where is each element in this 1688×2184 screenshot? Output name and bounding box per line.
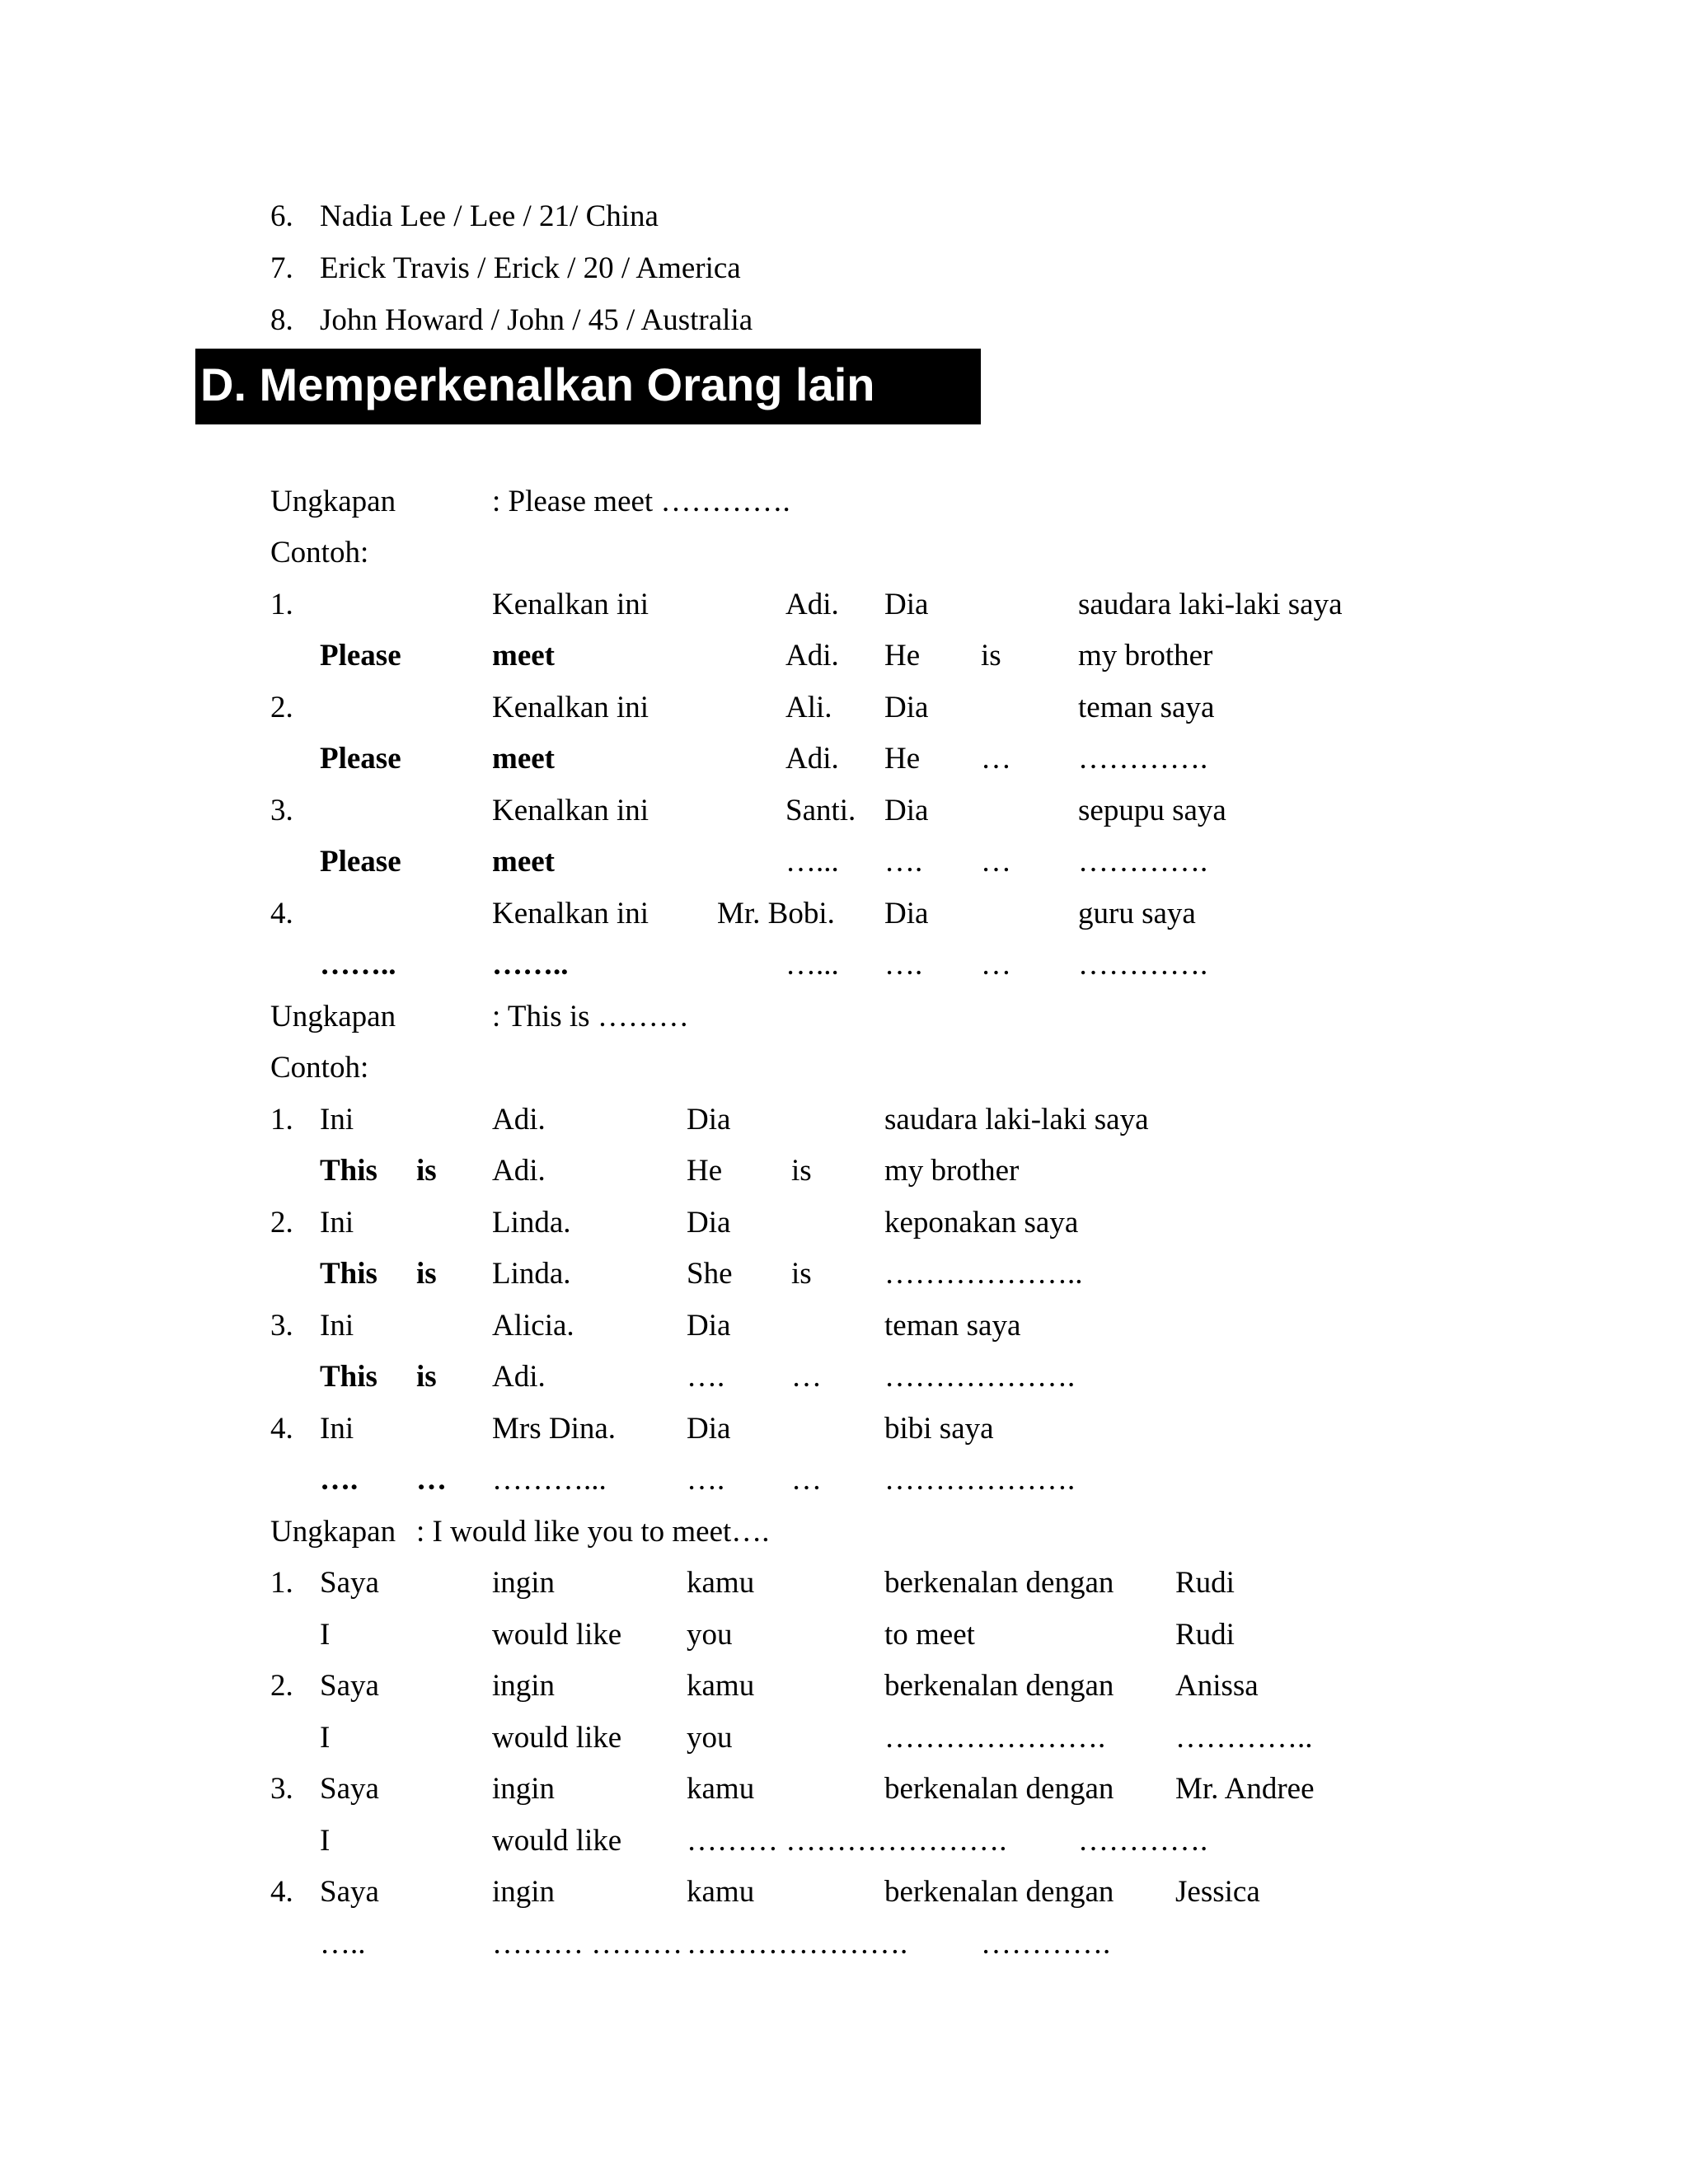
- cell-relation-blank: ………….: [1078, 845, 1208, 879]
- cell-object: you: [687, 1721, 733, 1755]
- cell-verb: ingin: [492, 1669, 556, 1703]
- row-number: 2.: [270, 1206, 293, 1240]
- cell-name-blank: …………..: [1175, 1721, 1313, 1755]
- cell-verb-blank: …: [791, 1360, 822, 1394]
- list-number: 7.: [270, 251, 293, 285]
- cell-relation-blank: ……………….: [884, 1360, 1076, 1394]
- cell-verb: would like: [492, 1618, 622, 1652]
- list-number: 8.: [270, 303, 293, 337]
- cell-this: This: [320, 1360, 377, 1394]
- list-number: 6.: [270, 199, 293, 233]
- cell-phrase: to meet: [884, 1618, 975, 1652]
- row-number: 3.: [270, 794, 293, 827]
- cell-relation: saudara laki-laki saya: [884, 1103, 1149, 1137]
- row-number: 2.: [270, 1669, 293, 1703]
- cell-verb-blank: …: [791, 1463, 822, 1497]
- cell-please: Please: [320, 742, 401, 776]
- cell-subject: Saya: [320, 1772, 379, 1806]
- cell-object: kamu: [687, 1669, 755, 1703]
- cell-meet: meet: [492, 742, 555, 776]
- row-number: 3.: [270, 1309, 293, 1343]
- cell-ini: Ini: [320, 1309, 354, 1343]
- cell-pronoun-blank: ….: [884, 948, 923, 982]
- section-heading-bar: [195, 349, 981, 424]
- row-number: 1.: [270, 588, 293, 621]
- cell-phrase: berkenalan dengan: [884, 1875, 1114, 1909]
- row-number: 4.: [270, 897, 293, 930]
- cell-relation-blank: ………….: [1078, 948, 1208, 982]
- cell-phrase: Kenalkan ini: [492, 691, 649, 724]
- list-item: Nadia Lee / Lee / 21/ China: [320, 199, 659, 233]
- cell-name: Anissa: [1175, 1669, 1259, 1703]
- contoh-label: Contoh:: [270, 536, 369, 569]
- cell-relation-blank: ………………..: [884, 1257, 1083, 1291]
- row-number: 1.: [270, 1103, 293, 1137]
- cell-name: Adi.: [785, 639, 839, 673]
- cell-pronoun: He: [687, 1154, 723, 1188]
- cell-object-blank: ………………….: [687, 1927, 908, 1961]
- cell-please-blank: ……..: [320, 948, 396, 982]
- cell-pronoun: He: [884, 639, 921, 673]
- cell-object: kamu: [687, 1772, 755, 1806]
- cell-name: Adi.: [492, 1154, 546, 1188]
- cell-verb-blank: …: [981, 845, 1011, 879]
- cell-name: Adi.: [492, 1360, 546, 1394]
- ungkapan-expression: : I would like you to meet….: [416, 1515, 770, 1549]
- cell-meet: meet: [492, 845, 555, 879]
- row-number: 1.: [270, 1566, 293, 1600]
- cell-verb: would like: [492, 1824, 622, 1858]
- cell-is: is: [416, 1257, 437, 1291]
- cell-pronoun-blank: ….: [687, 1360, 725, 1394]
- cell-this: This: [320, 1257, 377, 1291]
- cell-meet-blank: ……..: [492, 948, 569, 982]
- cell-relation: teman saya: [884, 1309, 1021, 1343]
- cell-pronoun: Dia: [884, 588, 929, 621]
- cell-pronoun: Dia: [884, 794, 929, 827]
- cell-please: Please: [320, 845, 401, 879]
- ungkapan-label: Ungkapan: [270, 485, 396, 518]
- cell-phrase: berkenalan dengan: [884, 1669, 1114, 1703]
- row-number: 4.: [270, 1412, 293, 1446]
- cell-name-blank: ………….: [981, 1927, 1111, 1961]
- cell-name: Jessica: [1175, 1875, 1260, 1909]
- ungkapan-expression: : This is ………: [492, 1000, 689, 1033]
- cell-subject: Saya: [320, 1669, 379, 1703]
- cell-phrase: berkenalan dengan: [884, 1772, 1114, 1806]
- cell-please: Please: [320, 639, 401, 673]
- cell-subject-blank: …..: [320, 1927, 366, 1961]
- cell-verb: ingin: [492, 1566, 556, 1600]
- cell-relation: guru saya: [1078, 897, 1196, 930]
- cell-pronoun: Dia: [884, 691, 929, 724]
- cell-pronoun: He: [884, 742, 921, 776]
- cell-pronoun: Dia: [687, 1103, 731, 1137]
- cell-verb-blank: ……… ………: [492, 1927, 683, 1961]
- cell-is-blank: …: [416, 1463, 447, 1497]
- cell-relation: my brother: [1078, 639, 1213, 673]
- ungkapan-expression: : Please meet ………….: [492, 485, 790, 518]
- cell-is: is: [416, 1154, 437, 1188]
- cell-relation: my brother: [884, 1154, 1020, 1188]
- cell-phrase: Kenalkan ini: [492, 794, 649, 827]
- cell-name-blank: ………….: [1078, 1824, 1208, 1858]
- cell-name: Rudi: [1175, 1566, 1235, 1600]
- cell-name: Linda.: [492, 1257, 571, 1291]
- cell-pronoun-blank: ….: [884, 845, 923, 879]
- cell-subject: Saya: [320, 1566, 379, 1600]
- cell-subject: Saya: [320, 1875, 379, 1909]
- cell-name-blank: …...: [785, 948, 839, 982]
- section-heading: D. Memperkenalkan Orang lain: [200, 359, 875, 410]
- cell-name: Adi.: [785, 742, 839, 776]
- cell-name: Alicia.: [492, 1309, 574, 1343]
- cell-relation: keponakan saya: [884, 1206, 1079, 1240]
- cell-name: Adi.: [785, 588, 839, 621]
- cell-verb-blank: …: [981, 948, 1011, 982]
- cell-pronoun: Dia: [884, 897, 929, 930]
- row-number: 3.: [270, 1772, 293, 1806]
- cell-name: Mr. Bobi.: [717, 897, 835, 930]
- cell-this-blank: ….: [320, 1463, 359, 1497]
- cell-name: Adi.: [492, 1103, 546, 1137]
- cell-name: Linda.: [492, 1206, 571, 1240]
- cell-meet: meet: [492, 639, 555, 673]
- cell-verb: would like: [492, 1721, 622, 1755]
- row-number: 2.: [270, 691, 293, 724]
- cell-phrase-blank: ………………….: [884, 1721, 1106, 1755]
- cell-pronoun: She: [687, 1257, 733, 1291]
- cell-phrase: Kenalkan ini: [492, 897, 649, 930]
- cell-is: is: [416, 1360, 437, 1394]
- cell-relation: sepupu saya: [1078, 794, 1226, 827]
- cell-subject: I: [320, 1824, 331, 1858]
- cell-name: Mr. Andree: [1175, 1772, 1315, 1806]
- cell-verb: is: [791, 1154, 812, 1188]
- cell-phrase: Kenalkan ini: [492, 588, 649, 621]
- row-number: 4.: [270, 1875, 293, 1909]
- cell-verb: ingin: [492, 1772, 556, 1806]
- cell-object: kamu: [687, 1875, 755, 1909]
- cell-this: This: [320, 1154, 377, 1188]
- ungkapan-label: Ungkapan: [270, 1000, 396, 1033]
- list-item: John Howard / John / 45 / Australia: [320, 303, 753, 337]
- cell-name: Rudi: [1175, 1618, 1235, 1652]
- cell-relation: bibi saya: [884, 1412, 994, 1446]
- cell-name: Santi.: [785, 794, 856, 827]
- cell-pronoun-blank: ….: [687, 1463, 725, 1497]
- cell-name-blank: ………...: [492, 1463, 607, 1497]
- ungkapan-label: Ungkapan: [270, 1515, 396, 1549]
- cell-pronoun: Dia: [687, 1309, 731, 1343]
- cell-verb-blank: …: [981, 742, 1011, 776]
- cell-relation-blank: ……………….: [884, 1463, 1076, 1497]
- cell-verb: ingin: [492, 1875, 556, 1909]
- cell-object: kamu: [687, 1566, 755, 1600]
- cell-subject: I: [320, 1721, 331, 1755]
- cell-name: Ali.: [785, 691, 832, 724]
- cell-object-blank: ……… ………………….: [687, 1824, 1007, 1858]
- cell-pronoun: Dia: [687, 1206, 731, 1240]
- cell-name: Mrs Dina.: [492, 1412, 617, 1446]
- cell-ini: Ini: [320, 1103, 354, 1137]
- list-item: Erick Travis / Erick / 20 / America: [320, 251, 741, 285]
- cell-relation: saudara laki-laki saya: [1078, 588, 1343, 621]
- cell-name-blank: …...: [785, 845, 839, 879]
- cell-subject: I: [320, 1618, 331, 1652]
- cell-verb: is: [791, 1257, 812, 1291]
- cell-phrase: berkenalan dengan: [884, 1566, 1114, 1600]
- cell-relation-blank: ………….: [1078, 742, 1208, 776]
- cell-verb: is: [981, 639, 1001, 673]
- contoh-label: Contoh:: [270, 1051, 369, 1085]
- cell-ini: Ini: [320, 1412, 354, 1446]
- cell-object: you: [687, 1618, 733, 1652]
- cell-pronoun: Dia: [687, 1412, 731, 1446]
- cell-ini: Ini: [320, 1206, 354, 1240]
- cell-relation: teman saya: [1078, 691, 1215, 724]
